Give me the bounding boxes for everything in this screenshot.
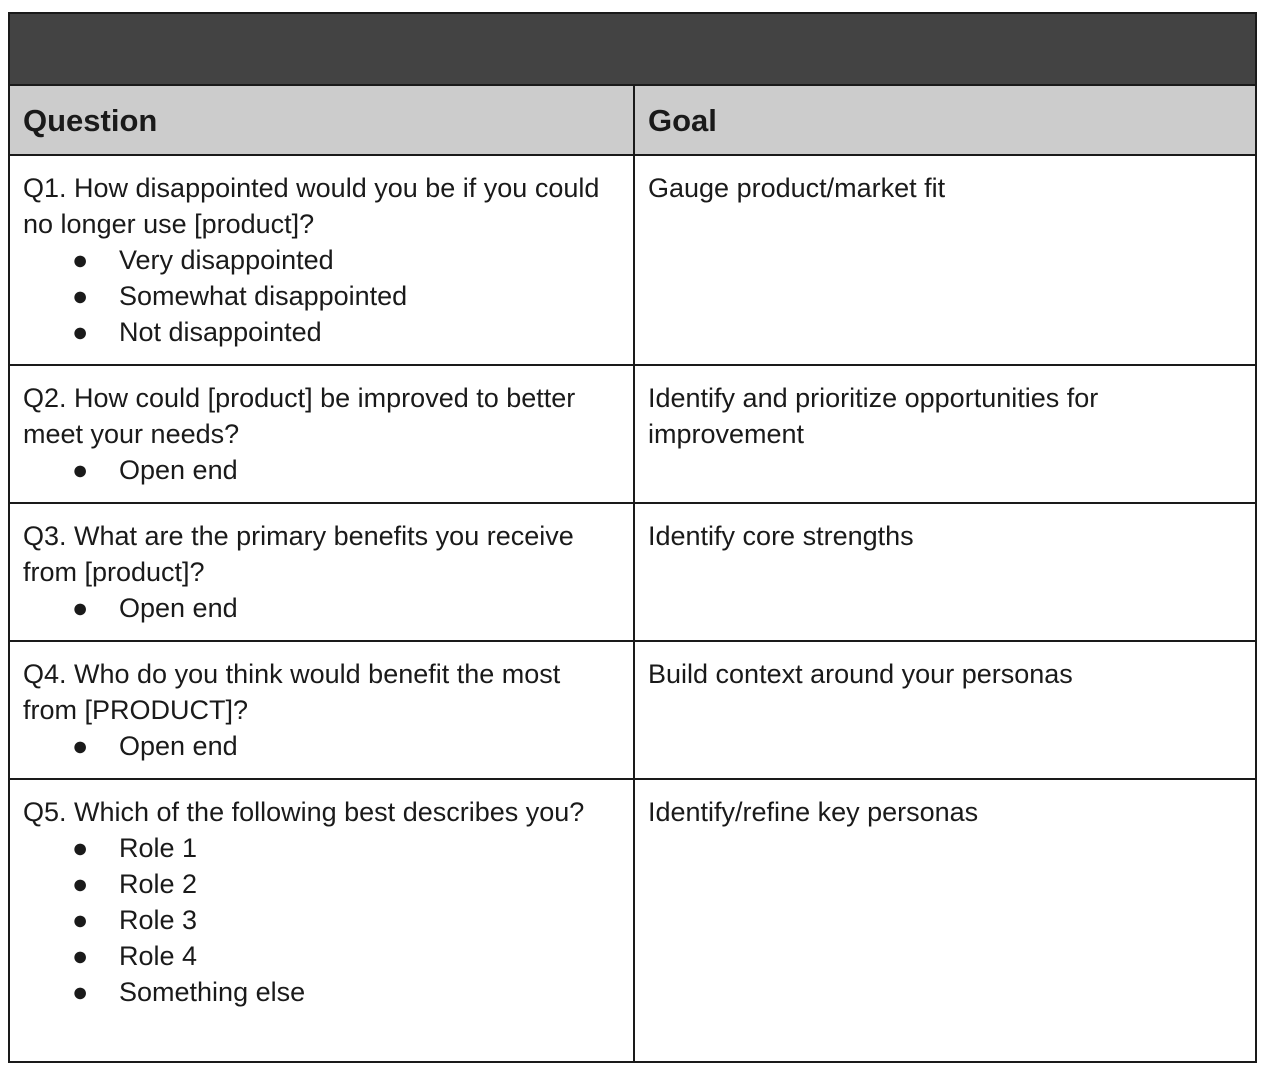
answer-option-label: Very disappointed xyxy=(119,245,334,275)
answer-option-label: Role 3 xyxy=(119,905,198,935)
answer-options xyxy=(23,242,621,350)
header-row xyxy=(10,86,1255,155)
goal-cell: Gauge product/market fit xyxy=(634,155,1255,365)
answer-option-label: Open end xyxy=(119,593,238,623)
goal-cell: Identify/refine key personas xyxy=(634,779,1255,1061)
answer-option-label: Role 2 xyxy=(119,869,198,899)
answer-options xyxy=(23,728,621,764)
table-title-bar xyxy=(10,14,1255,86)
question-text: Q3. What are the primary benefits you receive from [product]? xyxy=(23,521,574,587)
table-row xyxy=(10,365,1255,503)
answer-option-label: Somewhat disappointed xyxy=(119,281,408,311)
answer-option-label: Not disappointed xyxy=(119,317,322,347)
answer-option xyxy=(23,314,621,350)
answer-option-label: Something else xyxy=(119,977,306,1007)
header-question: Question xyxy=(10,86,634,155)
survey-table xyxy=(8,12,1257,1063)
table-row xyxy=(10,503,1255,641)
question-text: Q1. How disappointed would you be if you could no longer use [product]? xyxy=(23,173,600,239)
answer-option-label: Open end xyxy=(119,455,238,485)
answer-option xyxy=(23,938,621,974)
answer-option xyxy=(23,242,621,278)
answer-option xyxy=(23,728,621,764)
bullet-icon: ● xyxy=(72,905,89,935)
answer-option-label: Role 4 xyxy=(119,941,198,971)
answer-option xyxy=(23,830,621,866)
goal-cell: Build context around your personas xyxy=(634,641,1255,779)
bullet-icon: ● xyxy=(72,869,89,899)
answer-option xyxy=(23,452,621,488)
question-cell xyxy=(10,779,634,1061)
question-text: Q5. Which of the following best describes you? xyxy=(23,797,585,827)
table-row xyxy=(10,641,1255,779)
answer-option-label: Open end xyxy=(119,731,238,761)
question-goal-table xyxy=(10,86,1255,1061)
answer-option xyxy=(23,866,621,902)
answer-option xyxy=(23,278,621,314)
question-cell xyxy=(10,641,634,779)
answer-options xyxy=(23,452,621,488)
question-cell xyxy=(10,365,634,503)
question-cell xyxy=(10,155,634,365)
answer-option-label: Role 1 xyxy=(119,833,198,863)
bullet-icon: ● xyxy=(72,455,89,485)
bullet-icon: ● xyxy=(72,977,89,1007)
goal-cell: Identify core strengths xyxy=(634,503,1255,641)
table-row xyxy=(10,779,1255,1061)
bullet-icon: ● xyxy=(72,731,89,761)
question-text: Q2. How could [product] be improved to better meet your needs? xyxy=(23,383,576,449)
bullet-icon: ● xyxy=(72,245,89,275)
answer-option xyxy=(23,902,621,938)
bullet-icon: ● xyxy=(72,317,89,347)
table-row xyxy=(10,155,1255,365)
goal-cell: Identify and prioritize opportunities for improvement xyxy=(634,365,1255,503)
answer-option xyxy=(23,590,621,626)
bullet-icon: ● xyxy=(72,833,89,863)
answer-option xyxy=(23,974,621,1010)
question-text: Q4. Who do you think would benefit the most from [PRODUCT]? xyxy=(23,659,561,725)
answer-options xyxy=(23,590,621,626)
header-goal: Goal xyxy=(634,86,1255,155)
question-cell xyxy=(10,503,634,641)
bullet-icon: ● xyxy=(72,593,89,623)
answer-options xyxy=(23,830,621,1010)
bullet-icon: ● xyxy=(72,281,89,311)
bullet-icon: ● xyxy=(72,941,89,971)
